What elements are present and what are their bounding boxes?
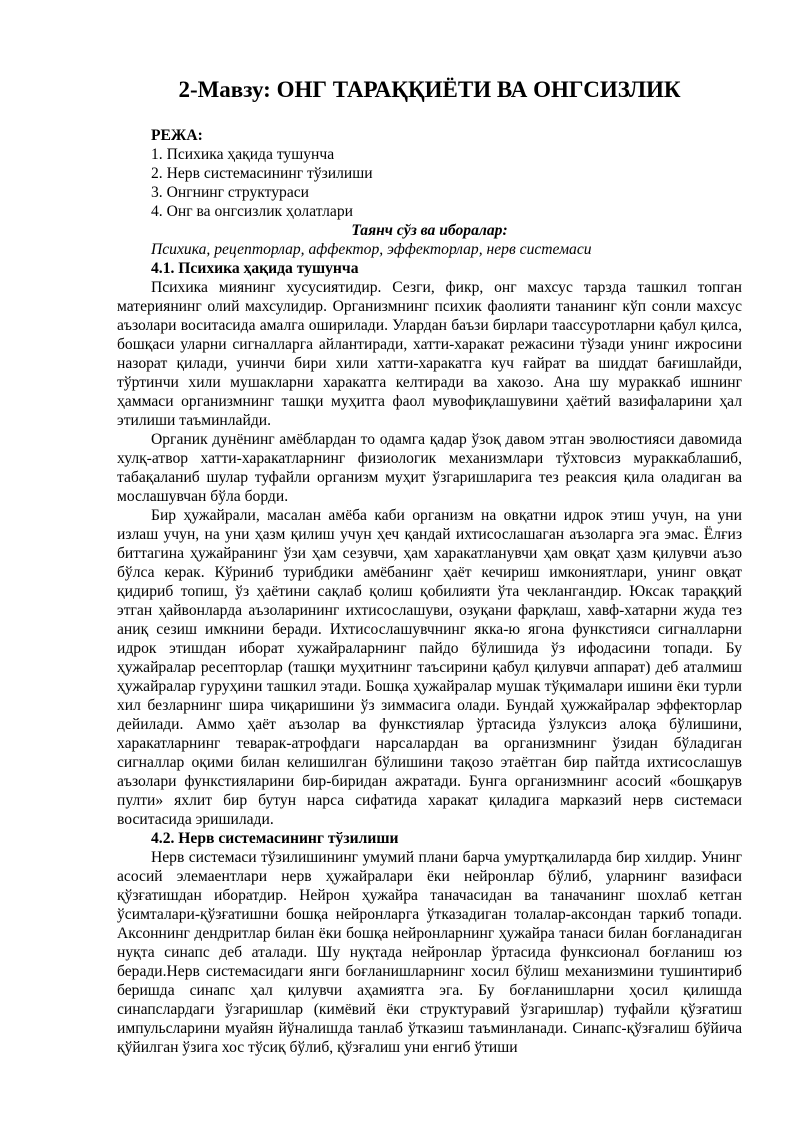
plan-item: 1. Психика ҳақида тушунча [151, 146, 335, 163]
plan-item: 4. Онг ва онгсизлик ҳолатлари [151, 203, 353, 220]
body-paragraph: Органик дунёнинг амёблардан то одамга қадар ўзоқ давом этган эволюстияси давомида хулқ-атвор хатти-харакатларнинг физиологик механизмлари тўхтовсиз мураккаблашиб, табақаланиб шулар туфайли организм муҳит ўзгаришларига тез реаксия қила оладиган ва мослашувчан бўла борди. [117, 431, 742, 505]
keywords-heading: Таянч сўз ва иборалар: [351, 222, 508, 239]
page-title: 2-Мавзу: ОНГ ТАРАҚҚИЁТИ ВА ОНГСИЗЛИК [178, 77, 681, 102]
body-paragraph: Бир ҳужайрали, масалан амёба каби организм на овқатни идрок этиш учун, на уни излаш учун, на уни ҳазм қилиш учун ҳеч қандай ихтисослашаган аъзоларга эга эмас. Ёлғиз биттагина ҳужайранинг ўзи ҳам сезувчи, ҳам харакатланувчи ҳам овқат ҳазм қилувчи аъзо бўлса керак. Кўриниб турибдики амёбанинг ҳаёт кечириш имкониятлари, унинг овқат қидириб топиш, ўз ҳаётини сақлаб қолиш қобилияти ўта чеклангандир. Юксак тараққий этган ҳайвонларда аъзоларининг ихтисослашуви, озуқани фарқлаш, хавф-хатарни жуда тез аниқ сезиш имкнини беради. Ихтисослашувчнинг якка-ю ягона функстияси сигналларни идрок этишдан иборат хужайраларнинг пайдо бўлишида ўз ифодасини топади. Бу ҳужайралар ресепторлар (ташқи муҳитнинг таъсирини қабул қилувчи аппарат) деб аталмиш ҳужайралар гуруҳини ташкил этади. Бошқа ҳужайралар мушак тўқималари ишини ёки турли хил безларнинг шира чиқаришини ўз зиммасига олади. Бундай ҳужжайралар эффекторлар дейилади. Аммо ҳаёт аъзолар ва функстиялар ўртасида ўзлуксиз алоқа бўлишини, харакатларнинг теварак-атрофдаги нарсалардан ва организмнинг ўзидан бўладиган сигналлар оқими билан келишилган бўлишини тақозо этаётган бир пайтда ихтисослашув аъзолари функстияларини бир-биридан ажратади. Бунга организмнинг асосий «бошқарув пулти» яхлит бир бутун нарса сифатида харакат қиладига марказий нерв системаси воситасида эришилади. [117, 507, 742, 828]
section-heading-psychics: 4.1. Психика ҳақида тушунча [151, 260, 359, 277]
body-paragraph: Нерв системаси тўзилишининг умумий плани барча умуртқалиларда бир хилдир. Унинг асосий элемаентлари нерв ҳужайралари ёки нейронлар бўлиб, уларнинг вазифаси қўзғатишдан иборатдир. Нейрон ҳужайра таначасидан ва таначанинг шохлаб кетган ўсимталари-қўзғатишни бошқа нейронларга ўтказадиган толалар-аксондан таркиб топади. Аксоннинг дендритлар билан ёки бошқа нейронларнинг ҳужайра танаси билан боғланадиган нуқта синапс деб аталади. Шу нуқтада нейронлар ўртасида функсионал боғланиш юз беради.Нерв системасидаги янги боғланишларнинг хосил бўлиш механизмини тушинтириб беришда синапс ҳал қилувчи аҳамиятга эга. Бу боғланишларни ҳосил қилишда синапслардаги ўзгаришлар (кимёвий ёки структуравий ўзгаришлар) туфайли қўзғатиш импульсларини муайян йўналишда танлаб ўтказиш таъминланади. Синапс-қўзғалиш бўйича қўйилган ўзига хос тўсиқ бўлиб, қўзғалиш уни енгиб ўтиши [117, 849, 742, 1056]
plan-item: 3. Онгнинг структураси [151, 184, 310, 201]
keywords-list: Психика, рецепторлар, аффектор, эффекторлар, нерв системаси [151, 241, 592, 258]
section-heading-nervous-system: 4.2. Нерв системасининг тўзилиши [151, 830, 399, 847]
plan-item: 2. Нерв системасининг тўзилиши [151, 165, 373, 182]
plan-heading: РЕЖА: [151, 127, 203, 144]
document-page [117, 76, 742, 1057]
plan-block [151, 126, 742, 221]
body-paragraph: Психика миянинг хусусиятидир. Сезги, фикр, онг махсус тарзда ташкил топган материянинг олий махсулидир. Организмнинг психик фаолияти тананинг кўп сонли махсус аъзолари воситасида амалга оширилади. Улардан баъзи бирлари таассуротларни қабул қилса, бошқаси уларни сигналларга айлантиради, хатти-харакат режасини тўзади унинг ижросини назорат қилади, учинчи бири хили хатти-харакатга куч ғайрат ва шиддат бағишлайди, тўртинчи хили мушакларни харакатга келтиради ва хакозо. Ана шу мураккаб ишнинг ҳаммаси организмнинг ташқи муҳитга фаол мувофиқлашувини ҳаётий вазифаларини ҳал этилиши таъминлайди. [117, 279, 742, 429]
